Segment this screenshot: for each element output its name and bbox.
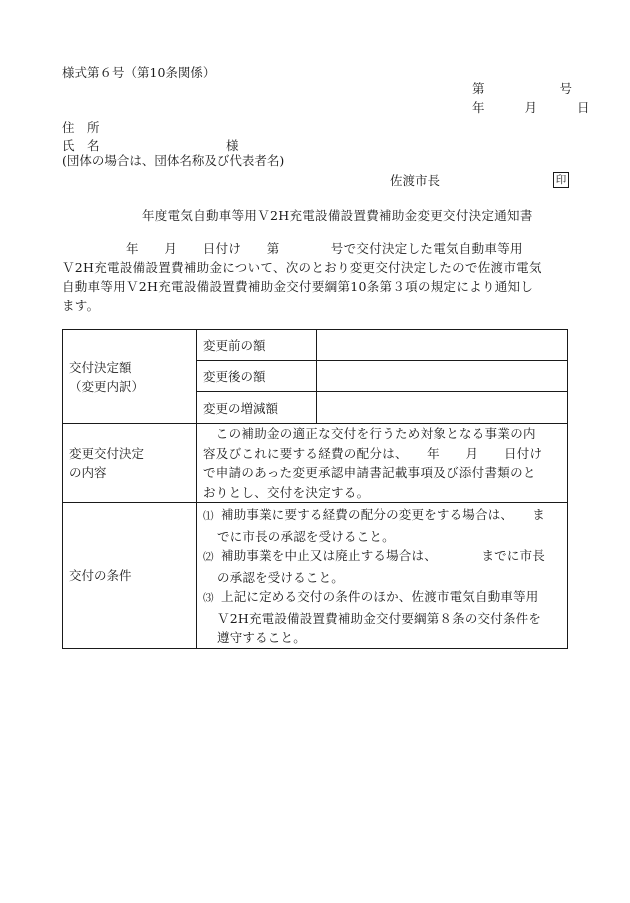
body-line: 自動車等用Ｖ2H充電設備設置費補助金交付要綱第10条第３項の規定により通知し [62, 279, 534, 294]
issuer-title: 佐渡市長 [390, 173, 441, 188]
body-line: 年 月 日付け 第 号で交付決定した電気自動車等用 [62, 241, 523, 256]
name-label: 氏 名 [62, 138, 100, 153]
form-number: 様式第６号（第10条関係） [62, 65, 216, 80]
condition-item: ⑴ 補助事業に要する経費の配分の変更をする場合は、 ま [203, 507, 545, 522]
after-amount-label: 変更後の額 [197, 361, 317, 392]
after-amount-value [317, 361, 568, 392]
date-line: 年 月 日 [472, 100, 595, 115]
conditions-label: 交付の条件 [63, 503, 197, 649]
grant-decision-table [62, 329, 568, 649]
condition-item: ⑵ 補助事業を中止又は廃止する場合は、 までに市長 [203, 548, 545, 563]
before-amount-label: 変更前の額 [197, 330, 317, 361]
content-line: おりとし、交付を決定する。 [203, 484, 370, 500]
before-amount-value [317, 330, 568, 361]
conditions-cell [197, 503, 568, 649]
condition-item-cont: の承認を受けること。 [217, 569, 345, 585]
body-line: ます。 [62, 298, 100, 313]
content-line: で申請のあった変更承認申請書記載事項及び添付書類のと [203, 465, 536, 480]
amount-label-cell [63, 330, 197, 424]
content-label-cell [63, 424, 197, 503]
document-title: 年度電気自動車等用Ｖ2H充電設備設置費補助金変更交付決定通知書 [142, 208, 533, 223]
condition-item-cont: Ｖ2H充電設備設置費補助金交付要綱第８条の交付条件を [217, 610, 542, 626]
honorific: 様 [226, 138, 239, 153]
condition-item: ⑶ 上記に定める交付の条件のほか、佐渡市電気自動車等用 [203, 589, 539, 604]
diff-amount-value [317, 392, 568, 424]
document-number-line: 第 号 [472, 81, 578, 96]
condition-item-cont: 遵守すること。 [217, 630, 306, 645]
content-label-2: の内容 [69, 465, 107, 480]
condition-item-cont: でに市長の承認を受けること。 [217, 528, 395, 544]
amount-label: 交付決定額 [69, 359, 132, 375]
seal-mark: 印 [553, 172, 569, 188]
amount-breakdown-label: （変更内訳） [69, 378, 145, 394]
body-line: Ｖ2H充電設備設置費補助金について、次のとおり変更交付決定したので佐渡市電気 [62, 260, 542, 275]
body-paragraph [62, 239, 572, 315]
content-text-cell [197, 424, 568, 503]
diff-amount-label: 変更の増減額 [197, 392, 317, 424]
organization-note: (団体の場合は、団体名称及び代表者名) [62, 153, 285, 168]
content-line: この補助金の適正な交付を行うため対象となる事業の内 [203, 426, 536, 441]
content-line: 容及びこれに要する経費の配分は、 年 月 日付け [203, 445, 543, 461]
address-label: 住 所 [62, 120, 100, 135]
content-label: 変更交付決定 [69, 446, 145, 461]
